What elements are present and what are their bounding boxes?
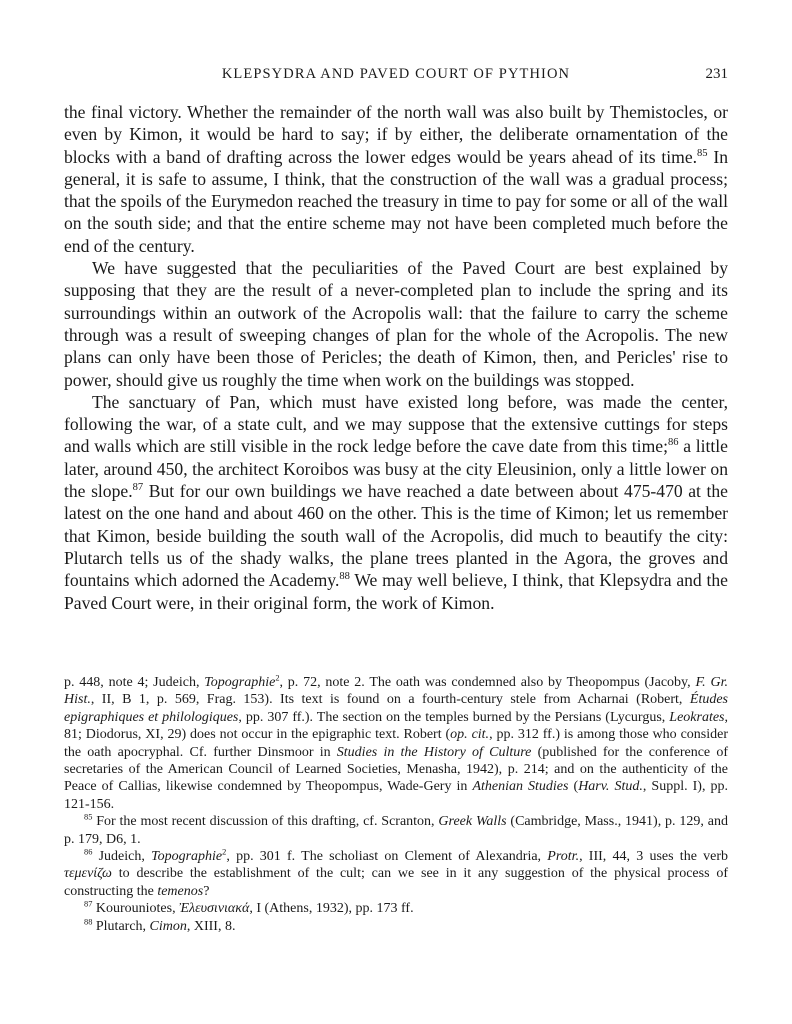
note-text: , Suppl. I), pp. 121-156. [64,779,728,812]
note-title: Ἐλευσινιακά [179,901,250,917]
note-text: , 81; Diodorus, XI, 29) does not occur in the epigraphic text. Robert ( [64,709,728,743]
note-text: ( [568,779,579,795]
note-text: p. 448, note 4; Judeich, [64,675,205,690]
note-text: Judeich, [92,849,152,865]
footnote-ref-88[interactable]: 88 [339,571,350,583]
paragraph-text: We may well believe, I think, that Klepsydra and the Paved Court were, in their original form, the work of Kimon. [64,570,728,613]
footnote-number: 85 [84,812,93,822]
note-text: ? [203,883,210,899]
note-text: (Cambridge, Mass., 1941), p. 129, and p. 179, D6, 1. [64,814,728,847]
note-edition: 2 [222,847,227,857]
note-text: , XIII, 8. [186,918,236,934]
page-header [64,66,728,86]
note-title: Protr. [547,849,580,865]
note-title: Cimon [149,918,187,934]
page-number: 231 [705,66,728,82]
note-title: Études epigraphiques et philologiques [64,692,728,725]
note-text: , p. 72, note 2. The oath was condemned also by Theopompus (Jacoby, [279,675,696,690]
note-title: Harv. Stud. [578,779,643,795]
footnote-ref-85[interactable]: 85 [697,147,708,159]
note-title: Topographie [151,849,223,865]
paragraph-3 [64,391,728,614]
footnote-number: 88 [84,917,93,927]
paragraph-text: a little later, around 450, the architect Koroibos was busy at the city Eleusinion, only a little lower on the slope. [64,436,728,502]
running-title: KLEPSYDRA AND PAVED COURT OF PYTHION [221,66,571,82]
note-title: Athenian Studies [472,779,569,795]
footnote-number: 86 [84,847,93,857]
footnote-number: 87 [84,899,93,909]
note-title: op. cit. [450,727,490,743]
footnote-ref-86[interactable]: 86 [667,437,679,449]
note-greek-word: τεμενίζω [64,866,112,882]
paragraph-text: In general, it is safe to assume, I think, that the construction of the wall was a gradual process; that the spoils of the Eurymedon reached the treasury in time to pay for some or all of the wall on the south side; and that the entire scheme may not have been completed much before the end of the century. [64,146,728,256]
note-text: Kourouniotes, [92,901,180,917]
body-text [64,101,728,614]
note-text: Plutarch, [92,918,150,934]
note-text: , II, B 1, p. 569, Frag. 153). Its text is found on a fourth-century stele from Acharnai (Robert, [90,692,690,708]
paragraph-text: But for our own buildings we have reached a date between about 475-470 at the latest on the one hand and about 460 on the other. This is the time of Kimon; let us remember that Kimon, beside building the south wall of the Acropolis, did much to beautify the city: Plutarch tells us of the shady walks, the plane trees planted in the Agora, the groves and fountains which adorned the Academy. [64,481,728,591]
note-title: Leokrates [669,709,725,725]
note-title: Greek Walls [438,814,507,830]
note-text: to describe the establishment of the cult; can we see in it any suggestion of the physical process of constructing the [64,866,728,899]
note-title: Studies in the History of Culture [336,744,532,760]
note-term: temenos [157,883,204,899]
note-text: , III, 44, 3 uses the verb [579,849,729,865]
paragraph-1 [64,101,728,257]
footnote-88 [64,918,728,935]
note-title: F. Gr. Hist. [64,675,728,708]
note-edition: 2 [275,673,280,683]
footnote-ref-87[interactable]: 87 [132,482,144,494]
note-title: Topographie [204,675,276,690]
note-text: For the most recent discussion of this drafting, cf. Scranton, [92,814,439,830]
note-text: , pp. 307 ff.). The section on the temples burned by the Persians (Lycurgus, [238,709,670,725]
paragraph-text: the final victory. Whether the remainder of the north wall was also built by Themistocles, or even by Kimon, it would be hard to say; if by either, the deliberate ornamentation of the blocks with a band of drafting across the lower edges would be years ahead of its time. [64,102,728,167]
note-text: , pp. 312 ff.) is among those who consider the oath apocryphal. Cf. further Dinsmoor in [64,727,728,760]
note-text: , pp. 301 f. The scholiast on Clement of Alexandria, [226,849,548,865]
footnote-86 [64,848,728,900]
paragraph-2: We have suggested that the peculiarities of the Paved Court are best explained by supposing that they are the result of a never-completed plan to include the spring and its surroundings within an outwork of the Acropolis wall: that the failure to carry the scheme through was a result of sweeping changes of plan for the whole of the Acropolis. The new plans can only have been those of Pericles; the death of Kimon, then, and Pericles' rise to power, should give us roughly the time when work on the buildings was stopped. [64,258,728,390]
note-text: (published for the conference of secretaries of the American Council of Learned Societies, Menasha, 1942), p. 214; and on the authenticity of the Peace of Callias, likewise condemned by Theopompus, Wade-Gery in [64,744,728,795]
paragraph-text: The sanctuary of Pan, which must have existed long before, was made the center, following the war, of a state cult, and we may suppose that the extensive cuttings for steps and walls which are still visible in the rock ledge before the cave date from this time; [64,391,728,457]
footnote-87 [64,900,728,917]
footnotes [64,674,728,935]
footnote-continued [64,674,728,813]
footnote-85 [64,813,728,848]
note-text: , I (Athens, 1932), pp. 173 ff. [249,901,414,917]
